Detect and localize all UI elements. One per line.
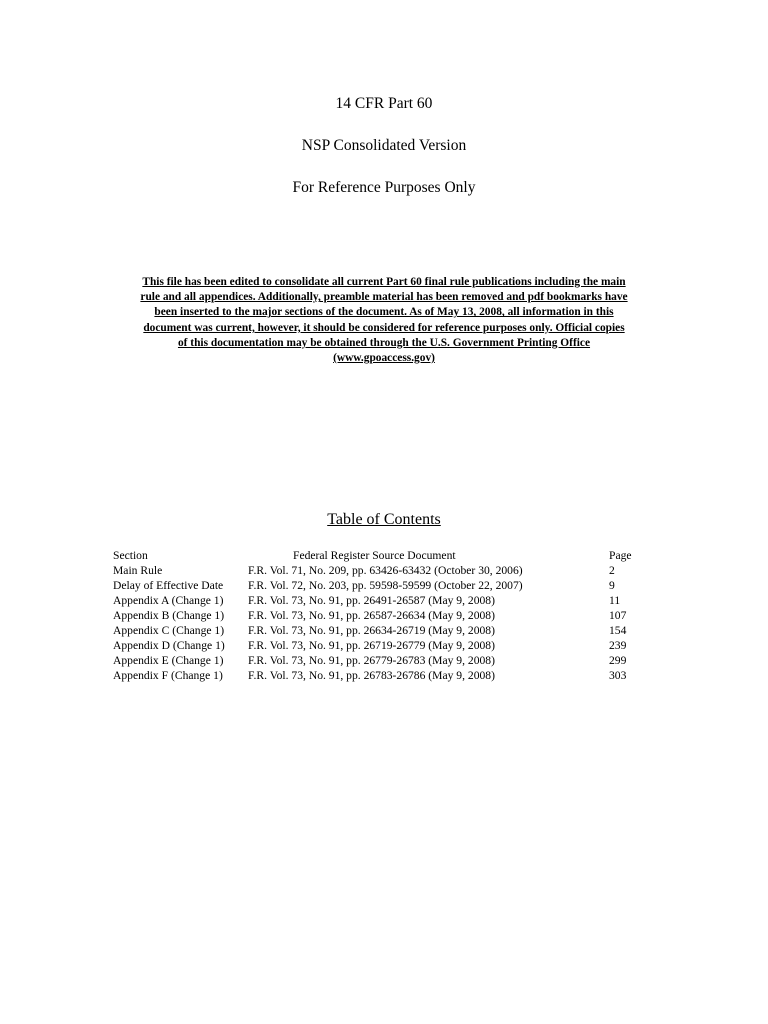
toc-page: 239 <box>609 639 627 652</box>
toc-section: Appendix F (Change 1) <box>113 669 223 682</box>
reference-purpose-line: For Reference Purposes Only <box>292 179 476 196</box>
toc-row[interactable] <box>113 668 653 683</box>
toc-page: 299 <box>609 654 627 667</box>
notice-line: This file has been edited to consolidate all current Part 60 final rule publications including the main <box>142 276 626 288</box>
toc-source: F.R. Vol. 73, No. 91, pp. 26634-26719 (May 9, 2008) <box>248 624 495 637</box>
table-of-contents <box>113 548 653 683</box>
notice-line: (www.gpoaccess.gov) <box>333 352 435 365</box>
toc-row[interactable] <box>113 608 653 623</box>
toc-page: 11 <box>609 594 621 607</box>
toc-source: F.R. Vol. 71, No. 209, pp. 63426-63432 (October 30, 2006) <box>248 564 523 577</box>
document-title: 14 CFR Part 60 <box>335 95 433 112</box>
toc-source: F.R. Vol. 73, No. 91, pp. 26491-26587 (May 9, 2008) <box>248 594 495 607</box>
notice-line: document was current, however, it should be considered for reference purposes only. Official copies <box>143 321 625 334</box>
toc-section: Appendix C (Change 1) <box>113 624 225 637</box>
toc-page: 9 <box>609 579 615 592</box>
notice-line: been inserted to the major sections of the document. As of May 13, 2008, all information in this <box>154 306 614 319</box>
toc-section: Appendix E (Change 1) <box>113 654 224 667</box>
toc-section: Appendix D (Change 1) <box>113 639 225 652</box>
toc-source: F.R. Vol. 73, No. 91, pp. 26719-26779 (May 9, 2008) <box>248 639 495 652</box>
toc-page: 303 <box>609 669 627 682</box>
toc-section: Appendix A (Change 1) <box>113 594 224 607</box>
toc-header-row <box>113 548 653 563</box>
toc-row[interactable] <box>113 593 653 608</box>
notice-line: rule and all appendices. Additionally, preamble material has been removed and pdf bookmarks have <box>140 291 628 304</box>
toc-source: F.R. Vol. 73, No. 91, pp. 26779-26783 (May 9, 2008) <box>248 654 495 667</box>
notice-line: of this documentation may be obtained through the U.S. Government Printing Office <box>177 336 591 349</box>
column-header-page: Page <box>609 549 632 562</box>
toc-row[interactable] <box>113 638 653 653</box>
document-subtitle: NSP Consolidated Version <box>301 137 467 154</box>
toc-section: Delay of Effective Date <box>113 579 224 592</box>
column-header-source: Federal Register Source Document <box>293 549 456 562</box>
toc-row[interactable] <box>113 623 653 638</box>
toc-page: 2 <box>609 564 615 577</box>
toc-row[interactable] <box>113 563 653 578</box>
toc-section: Main Rule <box>113 564 163 577</box>
toc-heading: Table of Contents <box>327 511 441 528</box>
toc-row[interactable] <box>113 578 653 593</box>
toc-source: F.R. Vol. 73, No. 91, pp. 26783-26786 (May 9, 2008) <box>248 669 495 682</box>
column-header-section: Section <box>113 549 148 562</box>
toc-row[interactable] <box>113 653 653 668</box>
toc-page: 154 <box>609 624 627 637</box>
toc-source: F.R. Vol. 72, No. 203, pp. 59598-59599 (October 22, 2007) <box>248 579 523 592</box>
toc-section: Appendix B (Change 1) <box>113 609 225 622</box>
edit-notice <box>108 275 660 366</box>
toc-source: F.R. Vol. 73, No. 91, pp. 26587-26634 (May 9, 2008) <box>248 609 495 622</box>
toc-page: 107 <box>609 609 627 622</box>
